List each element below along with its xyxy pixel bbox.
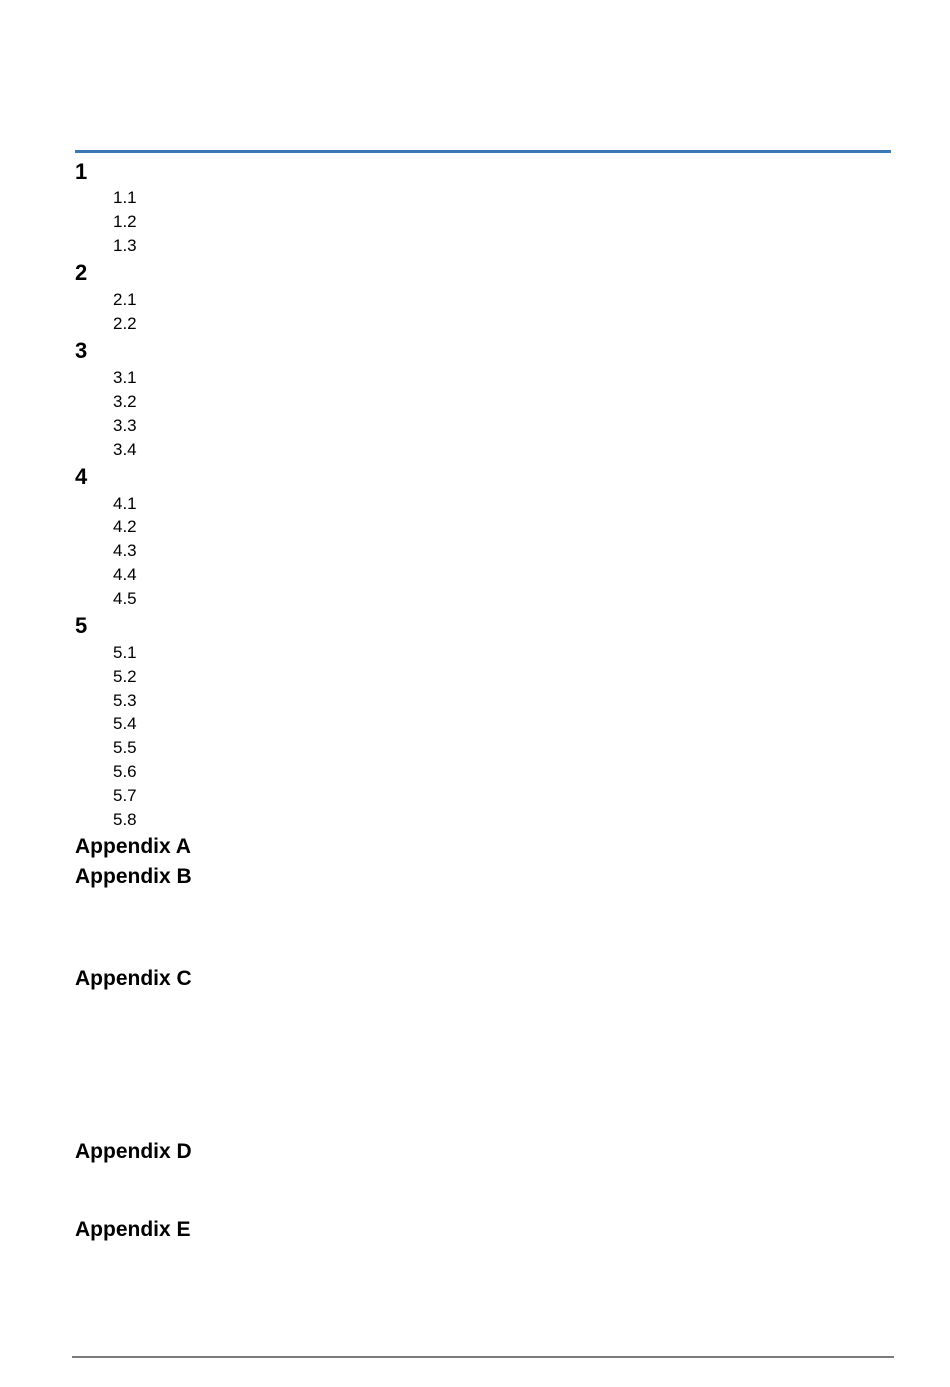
toc-section-5-4[interactable]: 5.4 bbox=[113, 714, 137, 733]
toc-section-5-3[interactable]: 5.3 bbox=[113, 691, 137, 710]
toc-section-4-3[interactable]: 4.3 bbox=[113, 541, 137, 560]
toc-section-4-4[interactable]: 4.4 bbox=[113, 565, 137, 584]
toc-section-5-7[interactable]: 5.7 bbox=[113, 786, 137, 805]
toc-section-1-2[interactable]: 1.2 bbox=[113, 212, 137, 231]
toc-section-4-1[interactable]: 4.1 bbox=[113, 494, 137, 513]
toc-section-2-1[interactable]: 2.1 bbox=[113, 290, 137, 309]
toc-chapter-3[interactable]: 3 bbox=[75, 338, 88, 363]
toc-section-5-8[interactable]: 5.8 bbox=[113, 810, 137, 829]
toc-appendix-e[interactable]: Appendix E bbox=[75, 1218, 191, 1241]
toc-appendix-a[interactable]: Appendix A bbox=[75, 835, 191, 858]
toc-section-4-5[interactable]: 4.5 bbox=[113, 589, 137, 608]
toc-section-5-2[interactable]: 5.2 bbox=[113, 667, 137, 686]
toc-chapter-5[interactable]: 5 bbox=[75, 613, 88, 638]
toc-appendix-b[interactable]: Appendix B bbox=[75, 865, 192, 888]
toc-section-5-5[interactable]: 5.5 bbox=[113, 738, 137, 757]
toc-section-3-4[interactable]: 3.4 bbox=[113, 440, 137, 459]
toc-section-5-1[interactable]: 5.1 bbox=[113, 643, 137, 662]
toc-section-5-6[interactable]: 5.6 bbox=[113, 762, 137, 781]
toc-appendix-c[interactable]: Appendix C bbox=[75, 967, 192, 990]
toc-section-3-1[interactable]: 3.1 bbox=[113, 368, 137, 387]
toc-appendix-d[interactable]: Appendix D bbox=[75, 1140, 192, 1163]
footer-rule bbox=[72, 1356, 894, 1358]
header-rule bbox=[75, 150, 891, 153]
toc-chapter-1[interactable]: 1 bbox=[75, 159, 88, 184]
toc-section-1-3[interactable]: 1.3 bbox=[113, 236, 137, 255]
toc-section-3-3[interactable]: 3.3 bbox=[113, 416, 137, 435]
toc-chapter-4[interactable]: 4 bbox=[75, 464, 88, 489]
toc-section-1-1[interactable]: 1.1 bbox=[113, 188, 137, 207]
toc-chapter-2[interactable]: 2 bbox=[75, 260, 88, 285]
toc-section-2-2[interactable]: 2.2 bbox=[113, 314, 137, 333]
toc-section-4-2[interactable]: 4.2 bbox=[113, 517, 137, 536]
toc-section-3-2[interactable]: 3.2 bbox=[113, 392, 137, 411]
